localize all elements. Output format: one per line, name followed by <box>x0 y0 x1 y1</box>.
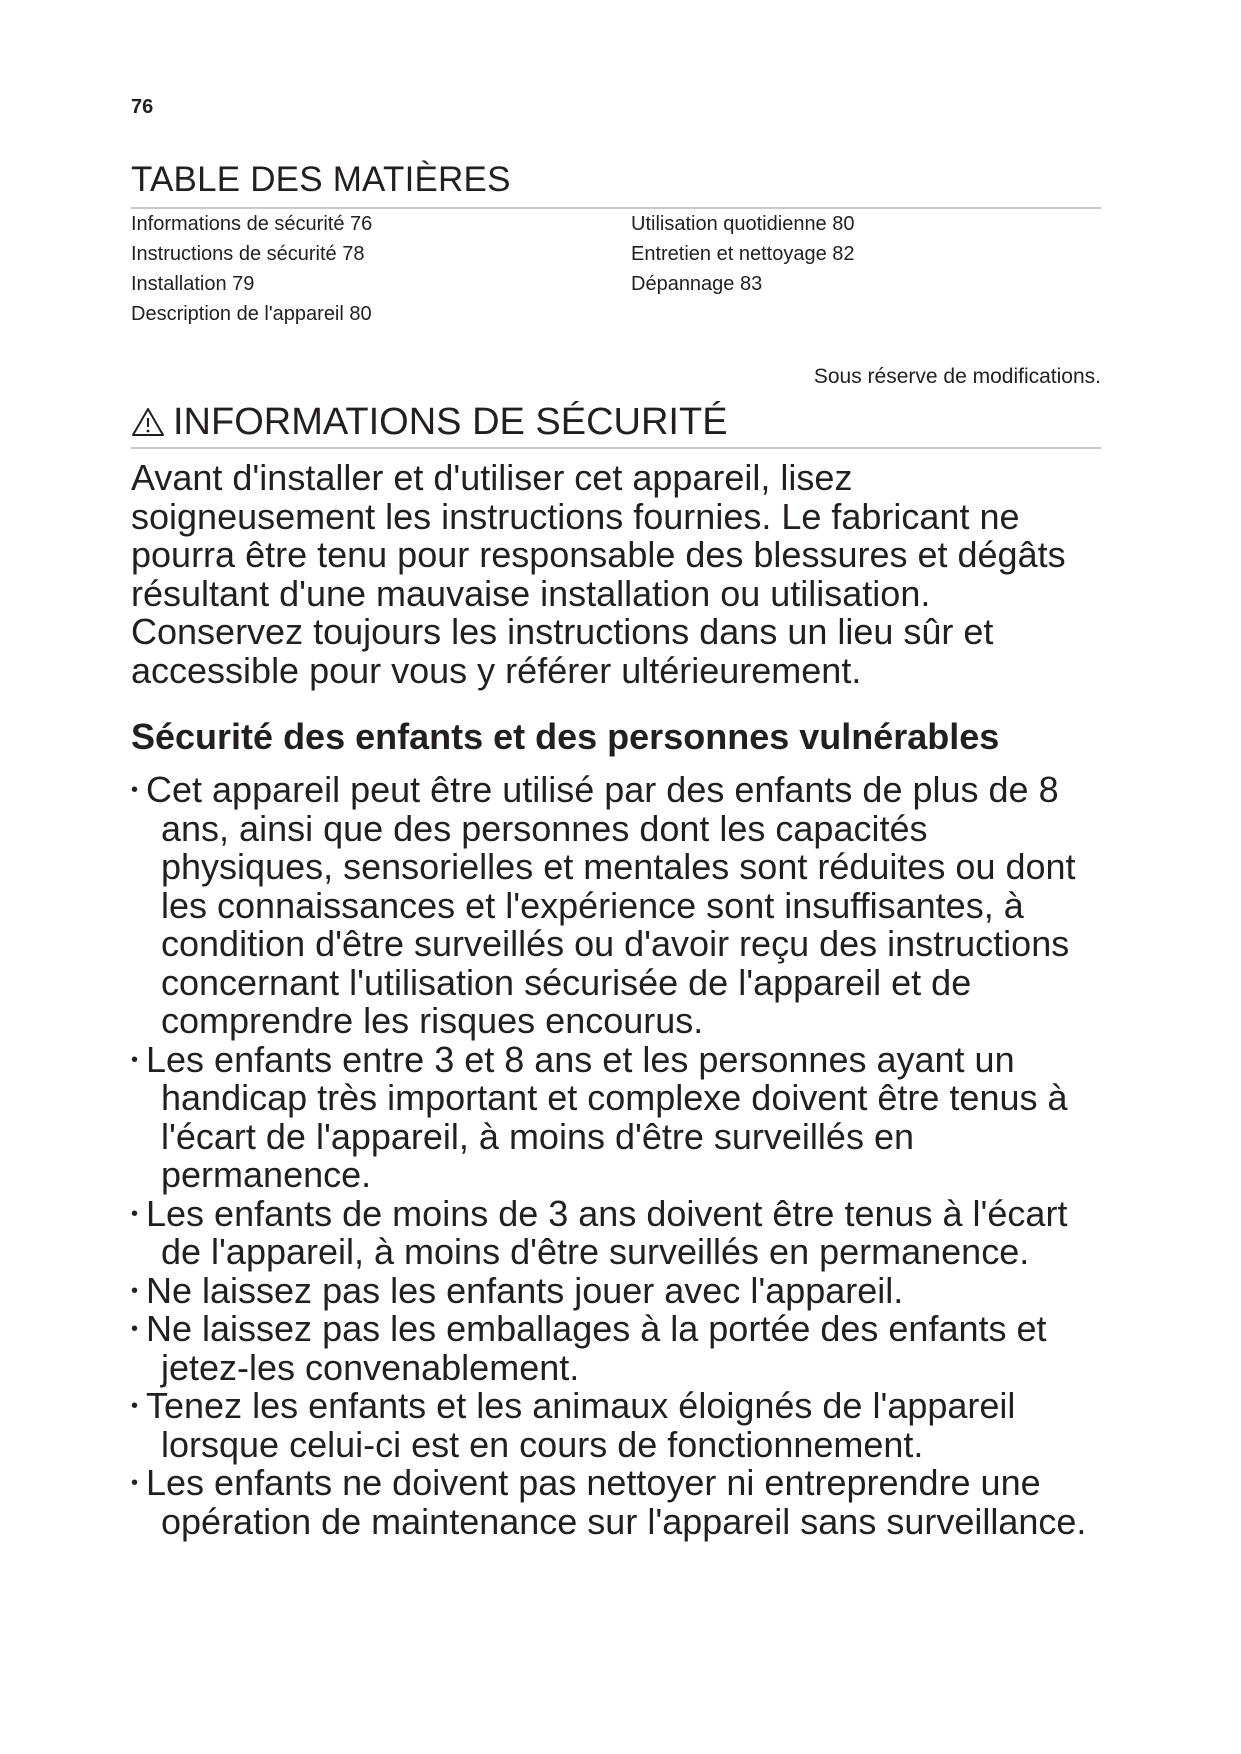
page-number: 76 <box>131 96 154 118</box>
list-item-text: Tenez les enfants et les animaux éloignés de l'appareil lorsque celui-ci est en cours de fonctionnement. <box>146 1385 1016 1465</box>
subsection-heading: Sécurité des enfants et des personnes vulnérables <box>131 716 1000 757</box>
list-item-text: Les enfants de moins de 3 ans doivent être tenus à l'écart de l'appareil, à moins d'être surveillés en permanence. <box>146 1192 1068 1272</box>
list-item <box>131 1387 1106 1464</box>
list-item-text: Ne laissez pas les enfants jouer avec l'appareil. <box>146 1269 904 1311</box>
list-item <box>131 1192 1106 1272</box>
list-item <box>131 1038 1106 1195</box>
bullet-icon: • <box>131 1048 139 1071</box>
list-item <box>131 1310 1106 1387</box>
list-item-text: Les enfants entre 3 et 8 ans et les personnes ayant un handicap très important et complexe doivent être tenus à l'écart de l'appareil, à moins d'être surveillés en permanence. <box>146 1038 1068 1195</box>
toc-entry[interactable]: Entretien et nettoyage 82 <box>631 243 855 265</box>
bullet-icon: • <box>131 1202 139 1225</box>
section-title: INFORMATIONS DE SÉCURITÉ <box>173 401 728 443</box>
list-item-text: Ne laissez pas les emballages à la portée des enfants et jetez-les convenablement. <box>146 1308 1047 1388</box>
toc-entry[interactable]: Instructions de sécurité 78 <box>131 243 365 265</box>
bullet-icon: • <box>131 1472 139 1494</box>
toc-entry[interactable]: Informations de sécurité 76 <box>131 213 373 235</box>
bullet-icon: • <box>131 1279 139 1302</box>
toc-entry[interactable]: Dépannage 83 <box>631 273 763 295</box>
list-item-text: Cet appareil peut être utilisé par des enfants de plus de 8 ans, ainsi que des personnes dont les capacités physiques, sensorielles et mentales sont réduites ou dont les connaissances et l'expérience sont insuffisantes, à condition d'être surveillés ou d'avoir reçu des instructions concernant l'utilisation sécurisée de l'appareil et de comprendre les risques encourus. <box>146 769 1076 1041</box>
table-of-contents <box>131 209 1101 329</box>
modification-note: Sous réserve de modifications. <box>813 365 1101 388</box>
safety-list <box>131 771 1106 1541</box>
section-divider <box>131 447 1101 449</box>
toc-entry[interactable]: Installation 79 <box>131 273 255 295</box>
bullet-icon: • <box>131 779 139 801</box>
bullet-icon: • <box>131 1395 139 1417</box>
list-item <box>131 1464 1106 1541</box>
list-item <box>131 771 1106 1041</box>
intro-paragraph: Avant d'installer et d'utiliser cet appareil, lisez soigneusement les instructions fournies. Le fabricant ne pourra être tenu pour responsable des blessures et dégâts résultant d'une mauvaise installation ou utilisation. Conservez toujours les instructions dans un lieu sûr et accessible pour vous y référer ultérieurement. <box>131 457 1066 691</box>
warning-icon <box>131 407 165 437</box>
bullet-icon: • <box>131 1318 139 1340</box>
section-heading <box>131 400 1101 444</box>
list-item <box>131 1269 1106 1311</box>
toc-column-left <box>131 209 631 329</box>
toc-column-right <box>631 209 1101 329</box>
toc-title: TABLE DES MATIÈRES <box>131 160 511 199</box>
toc-entry[interactable]: Utilisation quotidienne 80 <box>631 213 855 235</box>
toc-entry[interactable]: Description de l'appareil 80 <box>131 303 372 325</box>
list-item-text: Les enfants ne doivent pas nettoyer ni entreprendre une opération de maintenance sur l'appareil sans surveillance. <box>146 1462 1087 1542</box>
